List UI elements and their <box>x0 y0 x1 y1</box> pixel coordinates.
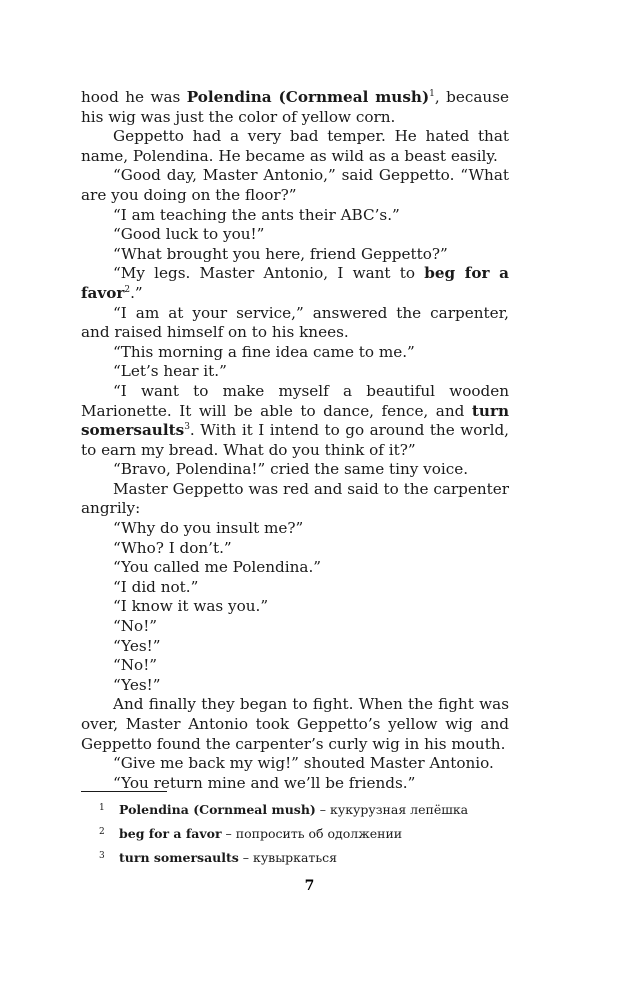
paragraph: “You return mine and we’ll be friends.” <box>113 773 416 792</box>
paragraph <box>81 88 509 127</box>
paragraph <box>81 264 509 303</box>
paragraph: “I am teaching the ants their ABC’s.” <box>113 205 400 224</box>
paragraph: “Who? I don’t.” <box>113 538 232 557</box>
paragraph: “Let’s hear it.” <box>113 362 227 381</box>
paragraph-text: .” <box>130 283 143 302</box>
paragraph: “Yes!” <box>113 675 161 694</box>
footnote-term: beg for a favor <box>119 826 222 841</box>
paragraph: “Give me back my wig!” shouted Master Antonio. <box>113 754 494 773</box>
footnote-number: 3 <box>99 851 105 861</box>
paragraph: “I know it was you.” <box>113 597 269 616</box>
footnote-term: Polendina (Cornmeal mush) <box>119 802 316 817</box>
paragraph: “Good day, Master Antonio,” said Geppetto. “What are you doing on the floor?” <box>81 166 509 204</box>
paragraph: “You called me Polendina.” <box>113 558 322 577</box>
glossary-term: Polendina (Cornmeal mush) <box>186 88 430 106</box>
footnote-separator: – <box>221 826 236 841</box>
footnote-gloss: кувыркаться <box>253 850 338 865</box>
paragraph: “No!” <box>113 656 158 675</box>
footnote-number: 1 <box>99 803 105 813</box>
footnote-ref: 3 <box>184 422 190 433</box>
footnote-number: 2 <box>99 827 105 837</box>
paragraph-text: “My legs. Master Antonio, I want to <box>113 264 425 283</box>
paragraph: Geppetto had a very bad temper. He hated that name, Polendina. He became as wild as a beast easily. <box>81 127 509 165</box>
paragraph-text: hood he was <box>81 88 187 106</box>
paragraph: Master Geppetto was red and said to the carpenter angrily: <box>81 479 509 518</box>
paragraph-text: . With it I intend to go around the world, to earn my bread. What do you think of it?” <box>81 421 509 459</box>
paragraph: “This morning a fine idea came to me.” <box>113 342 415 361</box>
page-body <box>81 88 509 793</box>
page-number: 7 <box>304 878 315 894</box>
footnote-gloss: попросить об одолжении <box>235 826 403 841</box>
paragraph: “Yes!” <box>113 636 161 655</box>
paragraph: And finally they began to fight. When the fight was over, Master Antonio took Geppetto’s yellow wig and Geppetto found the carpenter’s curly wig in his mouth. <box>81 695 509 753</box>
footnote <box>99 845 519 869</box>
paragraph: “I am at your service,” answered the carpenter, and raised himself on to his knees. <box>81 303 509 342</box>
paragraph: “Why do you insult me?” <box>113 519 304 538</box>
footnote-separator: – <box>238 850 254 865</box>
paragraph-text: “I want to make myself a beautiful wooden Marionette. It will be able to dance, fence, and <box>81 381 509 420</box>
paragraph: “Good luck to you!” <box>113 225 265 244</box>
footnote-separator: – <box>315 802 331 817</box>
footnote-ref: 2 <box>124 284 131 295</box>
paragraph-text: , because his wig was just the color of yellow corn. <box>81 88 509 126</box>
glossary-term: beg for a favor <box>81 264 509 302</box>
footnote-term: turn somersaults <box>119 850 239 865</box>
paragraph: “No!” <box>113 617 158 636</box>
paragraph: “Bravo, Polendina!” cried the same tiny voice. <box>113 460 469 479</box>
paragraph: “I did not.” <box>113 577 199 596</box>
footnote-divider <box>81 791 167 792</box>
paragraph <box>81 382 509 460</box>
glossary-term: turn somersaults <box>81 401 509 440</box>
footnote <box>99 797 519 821</box>
footnotes <box>99 797 519 869</box>
footnote <box>99 821 519 845</box>
footnote-gloss: кукурузная лепёшка <box>330 802 469 817</box>
footnote-ref: 1 <box>429 89 435 99</box>
paragraph: “What brought you here, friend Geppetto?” <box>113 244 448 263</box>
